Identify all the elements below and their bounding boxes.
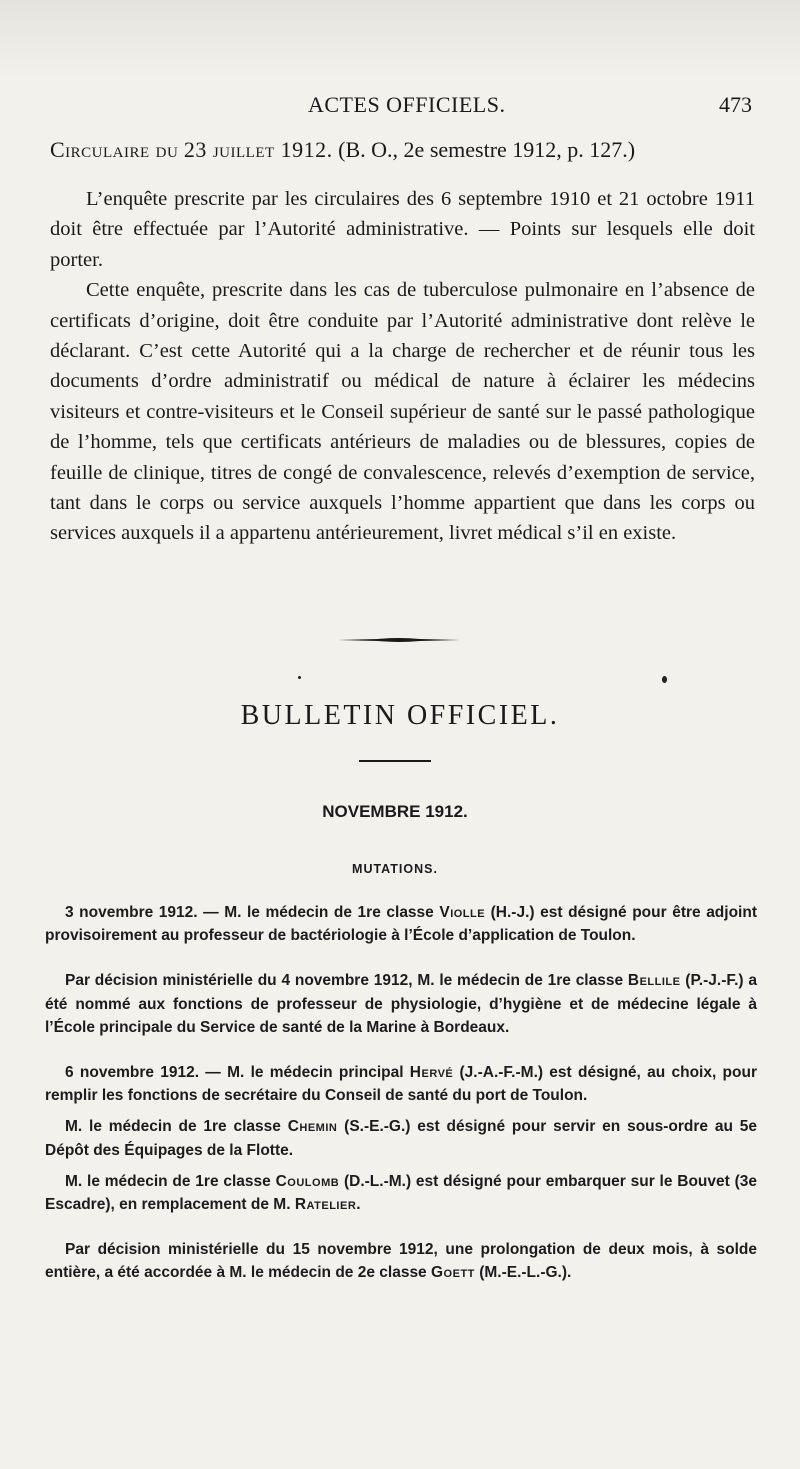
section-heading: MUTATIONS. bbox=[352, 862, 438, 876]
ink-speck bbox=[662, 676, 667, 683]
mutations-list bbox=[45, 901, 757, 1285]
month-heading: NOVEMBRE 1912. bbox=[322, 802, 468, 821]
mutation-entry: M. le médecin de 1re classe Coulomb (D.-L.-M.) est désigné pour embarquer sur le Bouvet (3e Escadre), en remplacement de M. Ratelier. bbox=[45, 1172, 757, 1214]
mutation-entry: Par décision ministérielle du 15 novembre 1912, une prolongation de deux mois, à solde entière, a été accordée à M. le médecin de 2e classe Goett (M.-E.-L.-G.). bbox=[45, 1241, 757, 1282]
person-name: Chemin bbox=[287, 1118, 338, 1136]
bulletin-title: BULLETIN OFFICIEL. bbox=[240, 700, 560, 731]
person-name: Violle bbox=[439, 904, 486, 921]
circular-paragraph: Cette enquête, prescrite dans les cas de tuberculose pulmonaire en l’absence de certificats d’origine, doit être conduite par l’Autorité administrative dont relève le déclarant. C’est cette Autorité qui a la charge de rechercher et de réunir tous les documents d’ordre administratif ou médical de nature à éclairer les médecins visiteurs et contre-visiteurs et le Conseil supérieur de santé sur le passé pathologique de l’homme, tels que certificats antérieurs de maladies ou de blessures, copies de feuille de clinique, titres de congé de convalescence, relevés d’exemption de service, tant dans le corps ou service auxquels l’homme appartient que dans les corps ou services auxquels il a appartenu antérieurement, livret médical s’il en existe. bbox=[50, 279, 755, 545]
person-name: Bellile bbox=[627, 972, 681, 990]
mutation-entry: 6 novembre 1912. — M. le médecin principal Hervé (J.-A.-F.-M.) est désigné, au choix, pour remplir les fonctions de secrétaire du Conseil de santé du port de Toulon. bbox=[45, 1064, 757, 1105]
circular-label: Circulaire du bbox=[50, 137, 179, 162]
mutation-entry: Par décision ministérielle du 4 novembre 1912, M. le médecin de 1re classe Bellile (P.-J.-F.) a été nommé aux fonctions de professeur de physiologie, d’hygiène et de médecine légale à l’École principale du Service de santé de la Marine à Bordeaux. bbox=[45, 972, 757, 1036]
running-head-title: ACTES OFFICIELS. bbox=[308, 92, 506, 117]
ink-speck bbox=[298, 676, 301, 679]
circular-reference: (B. O., 2e semestre 1912, p. 127.) bbox=[338, 137, 636, 162]
person-name: Hervé bbox=[409, 1064, 454, 1082]
person-name: Ratelier bbox=[294, 1196, 357, 1214]
circular-summary: L’enquête prescrite par les circulaires des 6 septembre 1910 et 21 octobre 1911 doit être effectuée par l’Autorité administrative. — Points sur lesquels elle doit porter. bbox=[50, 188, 755, 271]
circular-date: 23 juillet 1912. bbox=[183, 137, 333, 162]
mutation-entry: M. le médecin de 1re classe Chemin (S.-E.-G.) est désigné pour servir en sous-ordre au 5e Dépôt des Équipages de la Flotte. bbox=[45, 1118, 758, 1159]
page-number: 473 bbox=[719, 92, 752, 117]
person-name: Coulomb bbox=[275, 1172, 340, 1190]
ornamental-rule bbox=[338, 637, 460, 643]
person-name: Goett bbox=[431, 1264, 475, 1282]
short-rule bbox=[359, 760, 431, 762]
circular-heading bbox=[50, 136, 760, 164]
circular-body bbox=[50, 184, 755, 549]
mutation-entry: 3 novembre 1912. — M. le médecin de 1re classe Violle (H.-J.) est désigné pour être adjoint provisoirement au professeur de bactériologie à l’École d’application de Toulon. bbox=[45, 904, 757, 945]
